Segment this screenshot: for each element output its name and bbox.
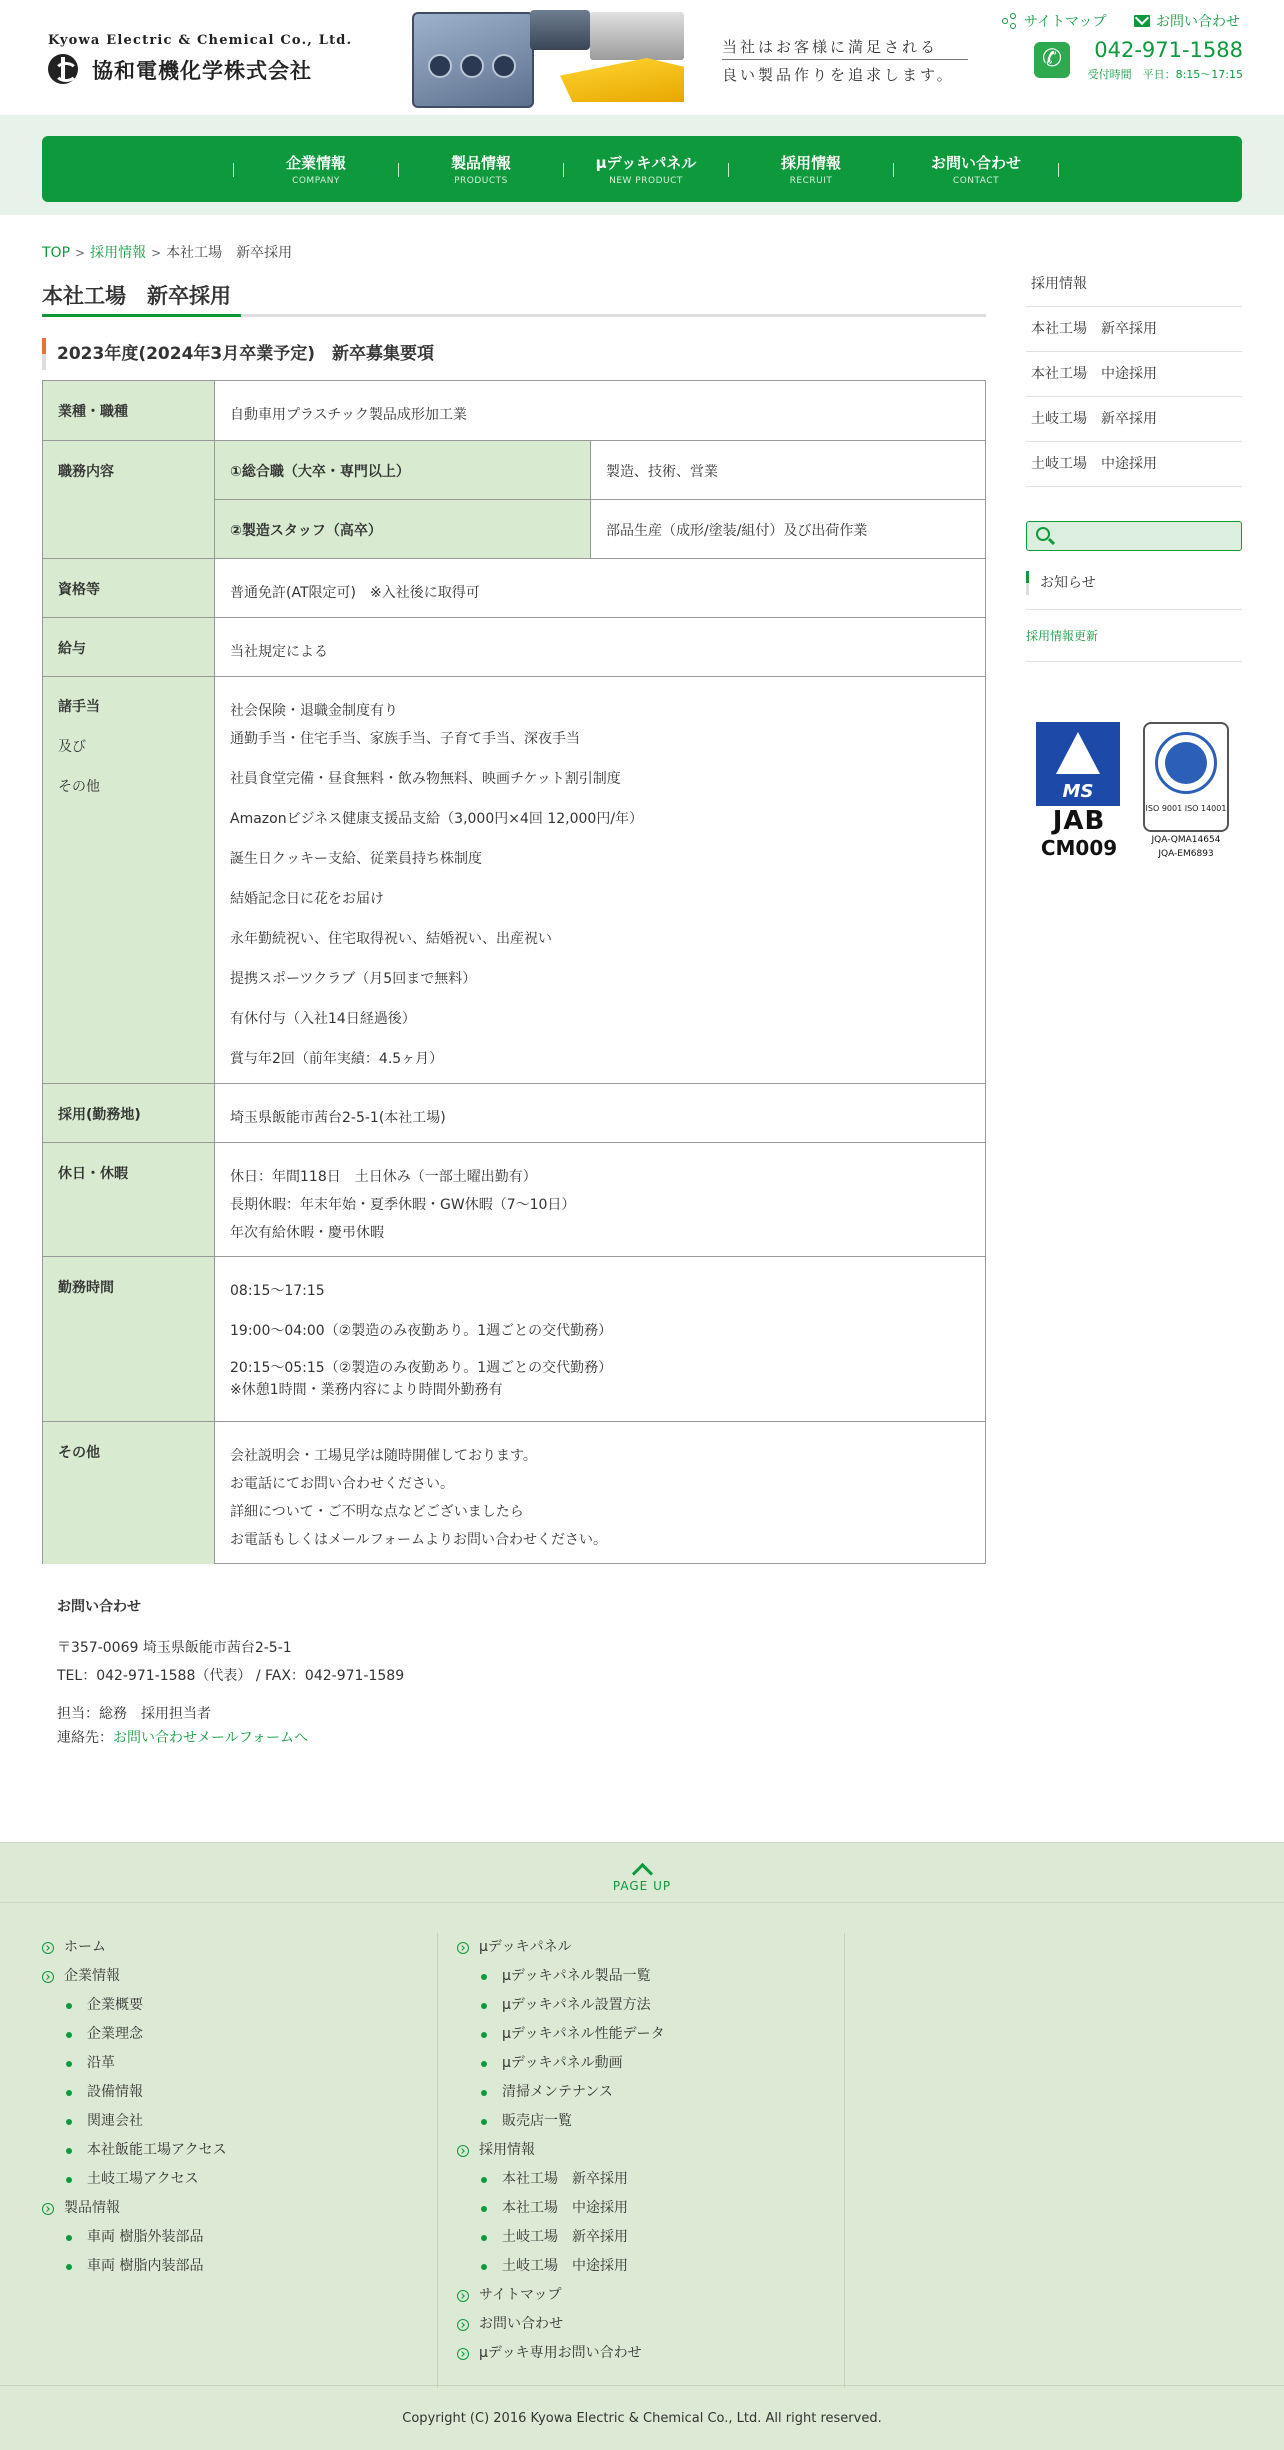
- nav-new-product-label: μデッキパネル: [595, 154, 697, 172]
- row-value-job-type: 自動車用プラスチック製品成形加工業: [230, 407, 467, 423]
- arrow-circle-icon: [457, 2145, 469, 2157]
- logo-english[interactable]: Kyowa Electric & Chemical Co., Ltd.: [48, 33, 353, 48]
- table-row: [43, 676, 985, 1083]
- bullet-icon: [481, 2177, 487, 2183]
- row-value-qualification: 普通免許(AT限定可) ※入社後に取得可: [230, 585, 480, 601]
- mail-icon: [1134, 15, 1150, 27]
- row-label-qualification: 資格等: [43, 559, 215, 617]
- benefit-line: 社員食堂完備・昼食無料・飲み物無料、映画チケット割引制度: [230, 771, 621, 787]
- slogan-line1: 当社はお客様に満足される: [722, 38, 939, 56]
- table-row: [43, 440, 985, 558]
- jqa-iso-text: ISO 9001 ISO 14001: [1145, 804, 1227, 813]
- nav-products-sub: PRODUCTS: [454, 176, 508, 186]
- row-label-other: その他: [43, 1422, 215, 1564]
- footer-link[interactable]: [42, 1962, 227, 1991]
- header-contact-label: お問い合わせ: [1156, 14, 1240, 30]
- sidebar-menu: [1026, 262, 1242, 487]
- row-label-duties: 職務内容: [43, 441, 215, 558]
- hours-line: 19:00～04:00（②製造のみ夜勤あり。1週ごとの交代勤務）: [230, 1323, 613, 1339]
- bullet-icon: [481, 2061, 487, 2067]
- table-row: [43, 1256, 985, 1421]
- nav-recruit-sub: RECRUIT: [789, 176, 833, 186]
- jqa-code-1: JQA-QMA14654: [1151, 835, 1221, 845]
- footer-link[interactable]: [42, 2020, 227, 2049]
- slogan-divider: [722, 59, 968, 60]
- holiday-line: 休日：年間118日 土日休み（一部土曜出勤有）: [230, 1169, 537, 1185]
- sidebar-item-honsha-mid[interactable]: 本社工場 中途採用: [1026, 352, 1242, 397]
- benefit-line: 誕生日クッキー支給、従業員持ち株制度: [230, 851, 482, 867]
- footer-link-label: 関連会社: [87, 2113, 143, 2129]
- footer-link-label: 採用情報: [479, 2142, 535, 2158]
- page-title: 本社工場 新卒採用: [42, 284, 231, 308]
- footer-link[interactable]: [457, 2281, 665, 2310]
- jqa-code-2: JQA-EM6893: [1158, 849, 1214, 859]
- hours-line: 20:15～05:15（②製造のみ夜勤あり。1週ごとの交代勤務）: [230, 1360, 613, 1376]
- arrow-circle-icon: [457, 1942, 469, 1954]
- footer-link[interactable]: [42, 1991, 227, 2020]
- sidebar-item-toki-new[interactable]: 土岐工場 新卒採用: [1026, 397, 1242, 442]
- phone-icon: [1034, 42, 1070, 78]
- row-label-hours: 勤務時間: [43, 1257, 215, 1421]
- row-value-holidays: [215, 1143, 985, 1256]
- global-nav: [42, 136, 1242, 202]
- arrow-circle-icon: [42, 2203, 54, 2215]
- footer-link-label: 土岐工場 中途採用: [502, 2258, 628, 2274]
- arrow-circle-icon: [457, 2290, 469, 2302]
- nav-contact-sub: CONTACT: [952, 176, 1000, 186]
- footer-link[interactable]: [42, 2107, 227, 2136]
- yellow-part-image: [560, 58, 684, 102]
- row-label-holidays: 休日・休暇: [43, 1143, 215, 1256]
- footer-link[interactable]: [42, 2223, 227, 2252]
- nav-recruit[interactable]: [729, 136, 893, 202]
- benefits-label-2: 及び: [58, 739, 86, 755]
- news-heading-label: お知らせ: [1040, 575, 1096, 591]
- footer-column-2: [457, 1933, 665, 2368]
- bullet-icon: [66, 2177, 72, 2183]
- row-value-other: [215, 1422, 985, 1564]
- row-label-benefits: [43, 677, 215, 1083]
- sidebar-item-toki-mid[interactable]: 土岐工場 中途採用: [1026, 442, 1242, 487]
- footer-link-label: 清掃メンテナンス: [502, 2084, 613, 2100]
- sidebar-item-honsha-new[interactable]: 本社工場 新卒採用: [1026, 307, 1242, 352]
- bullet-icon: [66, 2061, 72, 2067]
- benefit-line: 通勤手当・住宅手当、家族手当、子育て手当、深夜手当: [230, 731, 580, 747]
- footer-link[interactable]: [42, 2194, 227, 2223]
- bullet-icon: [481, 2206, 487, 2212]
- page-up-button[interactable]: [0, 1843, 1284, 1903]
- news-item-link[interactable]: 採用情報更新: [1026, 610, 1242, 662]
- footer-link-label: 沿革: [87, 2055, 115, 2071]
- footer-link[interactable]: [42, 2252, 227, 2281]
- benefit-line: 有休付与（入社14日経過後）: [230, 1011, 416, 1027]
- holiday-line: 年次有給休暇・慶弔休暇: [230, 1225, 384, 1241]
- chevron-up-icon: [630, 1862, 654, 1876]
- jab-label: JAB: [1052, 806, 1106, 836]
- bullet-icon: [66, 2090, 72, 2096]
- nav-contact-label: お問い合わせ: [930, 154, 1021, 172]
- bullet-icon: [481, 2090, 487, 2096]
- footer-link-label: μデッキパネル動画: [502, 2055, 623, 2071]
- nav-company-label: 企業情報: [285, 154, 346, 172]
- footer-column-1: [42, 1933, 227, 2281]
- nav-new-product[interactable]: [564, 136, 728, 202]
- table-row: [43, 1083, 985, 1142]
- arrow-circle-icon: [42, 1971, 54, 1983]
- holiday-line: 長期休暇：年末年始・夏季休暇・GW休暇（7～10日）: [230, 1197, 576, 1213]
- benefits-label-1: 諸手当: [58, 699, 100, 715]
- bullet-icon: [66, 2264, 72, 2270]
- phone-number[interactable]: 042-971-1588: [1094, 38, 1243, 62]
- share-icon: [1002, 13, 1018, 29]
- footer-link[interactable]: [457, 2078, 665, 2107]
- footer-link-label: 設備情報: [87, 2084, 143, 2100]
- footer-link-label: μデッキパネル設置方法: [502, 1997, 651, 2013]
- table-row: [43, 381, 985, 440]
- footer-link[interactable]: [457, 2020, 665, 2049]
- footer-link-label: 車両 樹脂内装部品: [87, 2258, 204, 2274]
- deck-panel-image: [590, 12, 684, 60]
- footer-link[interactable]: [457, 2107, 665, 2136]
- business-hours: 受付時間 平日：8:15～17:15: [1087, 68, 1243, 81]
- arrow-circle-icon: [457, 2319, 469, 2331]
- arrow-circle-icon: [457, 2348, 469, 2360]
- footer-link[interactable]: [42, 2049, 227, 2078]
- footer-link[interactable]: [457, 2049, 665, 2078]
- footer-link-label: 土岐工場 新卒採用: [502, 2229, 628, 2245]
- sitemap-label: サイトマップ: [1024, 14, 1107, 30]
- footer-link-label: ホーム: [64, 1939, 106, 1955]
- footer-link-label: 製品情報: [64, 2200, 120, 2216]
- benefits-label-3: その他: [58, 779, 100, 795]
- jqa-badge: [1143, 722, 1229, 832]
- contact-person: 担当：総務 採用担当者: [57, 1706, 211, 1722]
- contact-title: お問い合わせ: [57, 1599, 141, 1615]
- bullet-icon: [481, 2235, 487, 2241]
- jqa-seal-inner: [1165, 742, 1207, 784]
- slogan-line2: 良い製品作りを追求します。: [722, 66, 955, 84]
- contact-form-link[interactable]: お問い合わせメールフォームへ: [113, 1730, 309, 1746]
- bullet-icon: [481, 2032, 487, 2038]
- row-value-salary: 当社規定による: [230, 644, 328, 660]
- sitemap-link[interactable]: [1002, 11, 1106, 31]
- footer-link[interactable]: [457, 1933, 665, 1962]
- breadcrumb-current: 本社工場 新卒採用: [166, 245, 293, 261]
- header-contact-link[interactable]: [1134, 11, 1240, 31]
- footer-link-label: 本社工場 中途採用: [502, 2200, 628, 2216]
- benefit-line: 永年勤続祝い、住宅取得祝い、結婚祝い、出産祝い: [230, 931, 552, 947]
- duties-sub-label-2: ②製造スタッフ（高卒）: [215, 500, 591, 559]
- page-up-label: PAGE UP: [612, 1879, 672, 1893]
- footer-column-divider: [437, 1933, 438, 2388]
- news-heading: [1026, 563, 1242, 610]
- section-title: 2023年度(2024年3月卒業予定) 新卒募集要項: [57, 344, 434, 364]
- footer-link-label: μデッキ専用お問い合わせ: [479, 2345, 642, 2361]
- nav-recruit-label: 採用情報: [780, 154, 841, 172]
- breadcrumb-separator: >: [151, 246, 162, 260]
- table-row: [43, 1142, 985, 1256]
- nav-contact[interactable]: [894, 136, 1058, 202]
- footer-link-label: 企業概要: [87, 1997, 143, 2013]
- nav-company-sub: COMPANY: [292, 176, 340, 186]
- breadcrumb-top[interactable]: TOP: [42, 245, 71, 261]
- control-panel-image: [412, 12, 534, 108]
- bullet-icon: [66, 2235, 72, 2241]
- other-line: 詳細について・ご不明な点などございましたら: [230, 1504, 524, 1520]
- nav-company[interactable]: [234, 136, 398, 202]
- footer-link[interactable]: [457, 2136, 665, 2165]
- row-value-benefits: [215, 677, 985, 1083]
- jab-code: CM009: [1040, 836, 1118, 860]
- footer-link-label: 車両 樹脂外装部品: [87, 2229, 204, 2245]
- benefit-line: Amazonビジネス健康支援品支給（3,000円×4回 12,000円/年）: [230, 811, 644, 827]
- footer-link-label: 土岐工場アクセス: [87, 2171, 199, 2187]
- bullet-icon: [481, 2119, 487, 2125]
- sidebar-item-recruit[interactable]: 採用情報: [1026, 262, 1242, 307]
- bullet-icon: [481, 2264, 487, 2270]
- recruitment-table: [42, 380, 986, 1564]
- footer-link-label: お問い合わせ: [479, 2316, 563, 2332]
- footer-link[interactable]: [457, 2339, 665, 2368]
- jab-certification-logo: [1036, 722, 1122, 862]
- benefit-line: 結婚記念日に花をお届け: [230, 891, 384, 907]
- row-label-location: 採用(勤務地): [43, 1084, 215, 1142]
- footer-link[interactable]: [457, 2252, 665, 2281]
- contact-link-row: [57, 1726, 404, 1750]
- footer-link[interactable]: [42, 2078, 227, 2107]
- contact-link-prefix: 連絡先：: [57, 1730, 113, 1746]
- product-part-image: [530, 10, 590, 50]
- footer-link-label: μデッキパネル製品一覧: [502, 1968, 651, 1984]
- other-line: 会社説明会・工場見学は随時開催しております。: [230, 1448, 537, 1464]
- footer-link-label: 本社飯能工場アクセス: [87, 2142, 227, 2158]
- row-value-location: 埼玉県飯能市茜台2-5-1(本社工場): [230, 1110, 446, 1126]
- copyright-divider: [0, 2385, 1284, 2386]
- hours-line: ※休憩1時間・業務内容により時間外勤務有: [230, 1382, 503, 1398]
- hours-line: 08:15～17:15: [230, 1283, 325, 1299]
- bullet-icon: [481, 1974, 487, 1980]
- footer-link[interactable]: [457, 2310, 665, 2339]
- benefit-line: 賞与年2回（前年実績：4.5ヶ月）: [230, 1051, 444, 1067]
- search-icon[interactable]: [1036, 527, 1050, 541]
- footer-link-label: 本社工場 新卒採用: [502, 2171, 628, 2187]
- logo-japanese[interactable]: 協和電機化学株式会社: [92, 58, 312, 83]
- table-row: [43, 1421, 985, 1564]
- footer-link[interactable]: [42, 2136, 227, 2165]
- footer-link-label: サイトマップ: [479, 2287, 562, 2303]
- title-underline-accent: [42, 314, 241, 317]
- duties-sub-value-2: 部品生産（成形/塗装/組付）及び出荷作業: [606, 523, 868, 539]
- bullet-icon: [481, 2003, 487, 2009]
- benefit-line: 社会保険・退職金制度有り: [230, 703, 398, 719]
- duties-sub-value-1: 製造、技術、営業: [591, 441, 985, 500]
- nav-new-product-sub: NEW PRODUCT: [609, 176, 683, 186]
- row-value-hours: [215, 1257, 985, 1421]
- footer-link-label: μデッキパネル性能データ: [502, 2026, 665, 2042]
- search-input[interactable]: [1026, 521, 1242, 551]
- footer-link-label: 企業情報: [64, 1968, 120, 1984]
- other-line: お電話にてお問い合わせください。: [230, 1476, 454, 1492]
- contact-info: [57, 1596, 404, 1750]
- site-footer: [0, 1842, 1284, 2450]
- footer-link[interactable]: [457, 2194, 665, 2223]
- table-row: [43, 617, 985, 676]
- bullet-icon: [66, 2032, 72, 2038]
- jqa-certification-logo: [1142, 722, 1230, 862]
- copyright: Copyright (C) 2016 Kyowa Electric & Chemical Co., Ltd. All right reserved.: [402, 2411, 882, 2426]
- row-label-job-type: 業種・職種: [43, 381, 215, 440]
- company-logo-icon[interactable]: [48, 54, 78, 84]
- footer-link[interactable]: [42, 1933, 227, 1962]
- bullet-icon: [66, 2003, 72, 2009]
- header-product-image: [410, 6, 686, 108]
- global-nav-wrapper: [0, 115, 1284, 215]
- site-header: [0, 0, 1284, 115]
- duties-sub-label-1: ①総合職（大卒・専門以上）: [215, 441, 591, 500]
- contact-tel: TEL：042-971-1588（代表） / FAX：042-971-1589: [57, 1668, 405, 1684]
- footer-column-divider: [844, 1933, 845, 2388]
- nav-products-label: 製品情報: [450, 154, 511, 172]
- breadcrumb: [42, 242, 292, 262]
- bullet-icon: [66, 2148, 72, 2154]
- row-label-salary: 給与: [43, 618, 215, 676]
- news-heading-marker: [1026, 571, 1029, 595]
- footer-link[interactable]: [457, 1962, 665, 1991]
- footer-link-label: μデッキパネル: [479, 1939, 572, 1955]
- contact-address: 〒357-0069 埼玉県飯能市茜台2-5-1: [57, 1640, 292, 1656]
- footer-link[interactable]: [457, 2223, 665, 2252]
- jab-mark-icon: [1036, 722, 1120, 806]
- arrow-circle-icon: [42, 1942, 54, 1954]
- bullet-icon: [66, 2119, 72, 2125]
- footer-link[interactable]: [457, 1991, 665, 2020]
- footer-link[interactable]: [42, 2165, 227, 2194]
- breadcrumb-recruit[interactable]: 採用情報: [90, 245, 147, 261]
- benefit-line: 提携スポーツクラブ（月5回まで無料）: [230, 971, 477, 987]
- footer-link[interactable]: [457, 2165, 665, 2194]
- nav-products[interactable]: [399, 136, 563, 202]
- footer-link-label: 販売店一覧: [502, 2113, 572, 2129]
- footer-link-label: 企業理念: [87, 2026, 143, 2042]
- breadcrumb-separator: >: [75, 246, 86, 260]
- table-row: [43, 558, 985, 617]
- nav-separator: [1058, 163, 1059, 177]
- other-line: お電話もしくはメールフォームよりお問い合わせください。: [230, 1532, 608, 1548]
